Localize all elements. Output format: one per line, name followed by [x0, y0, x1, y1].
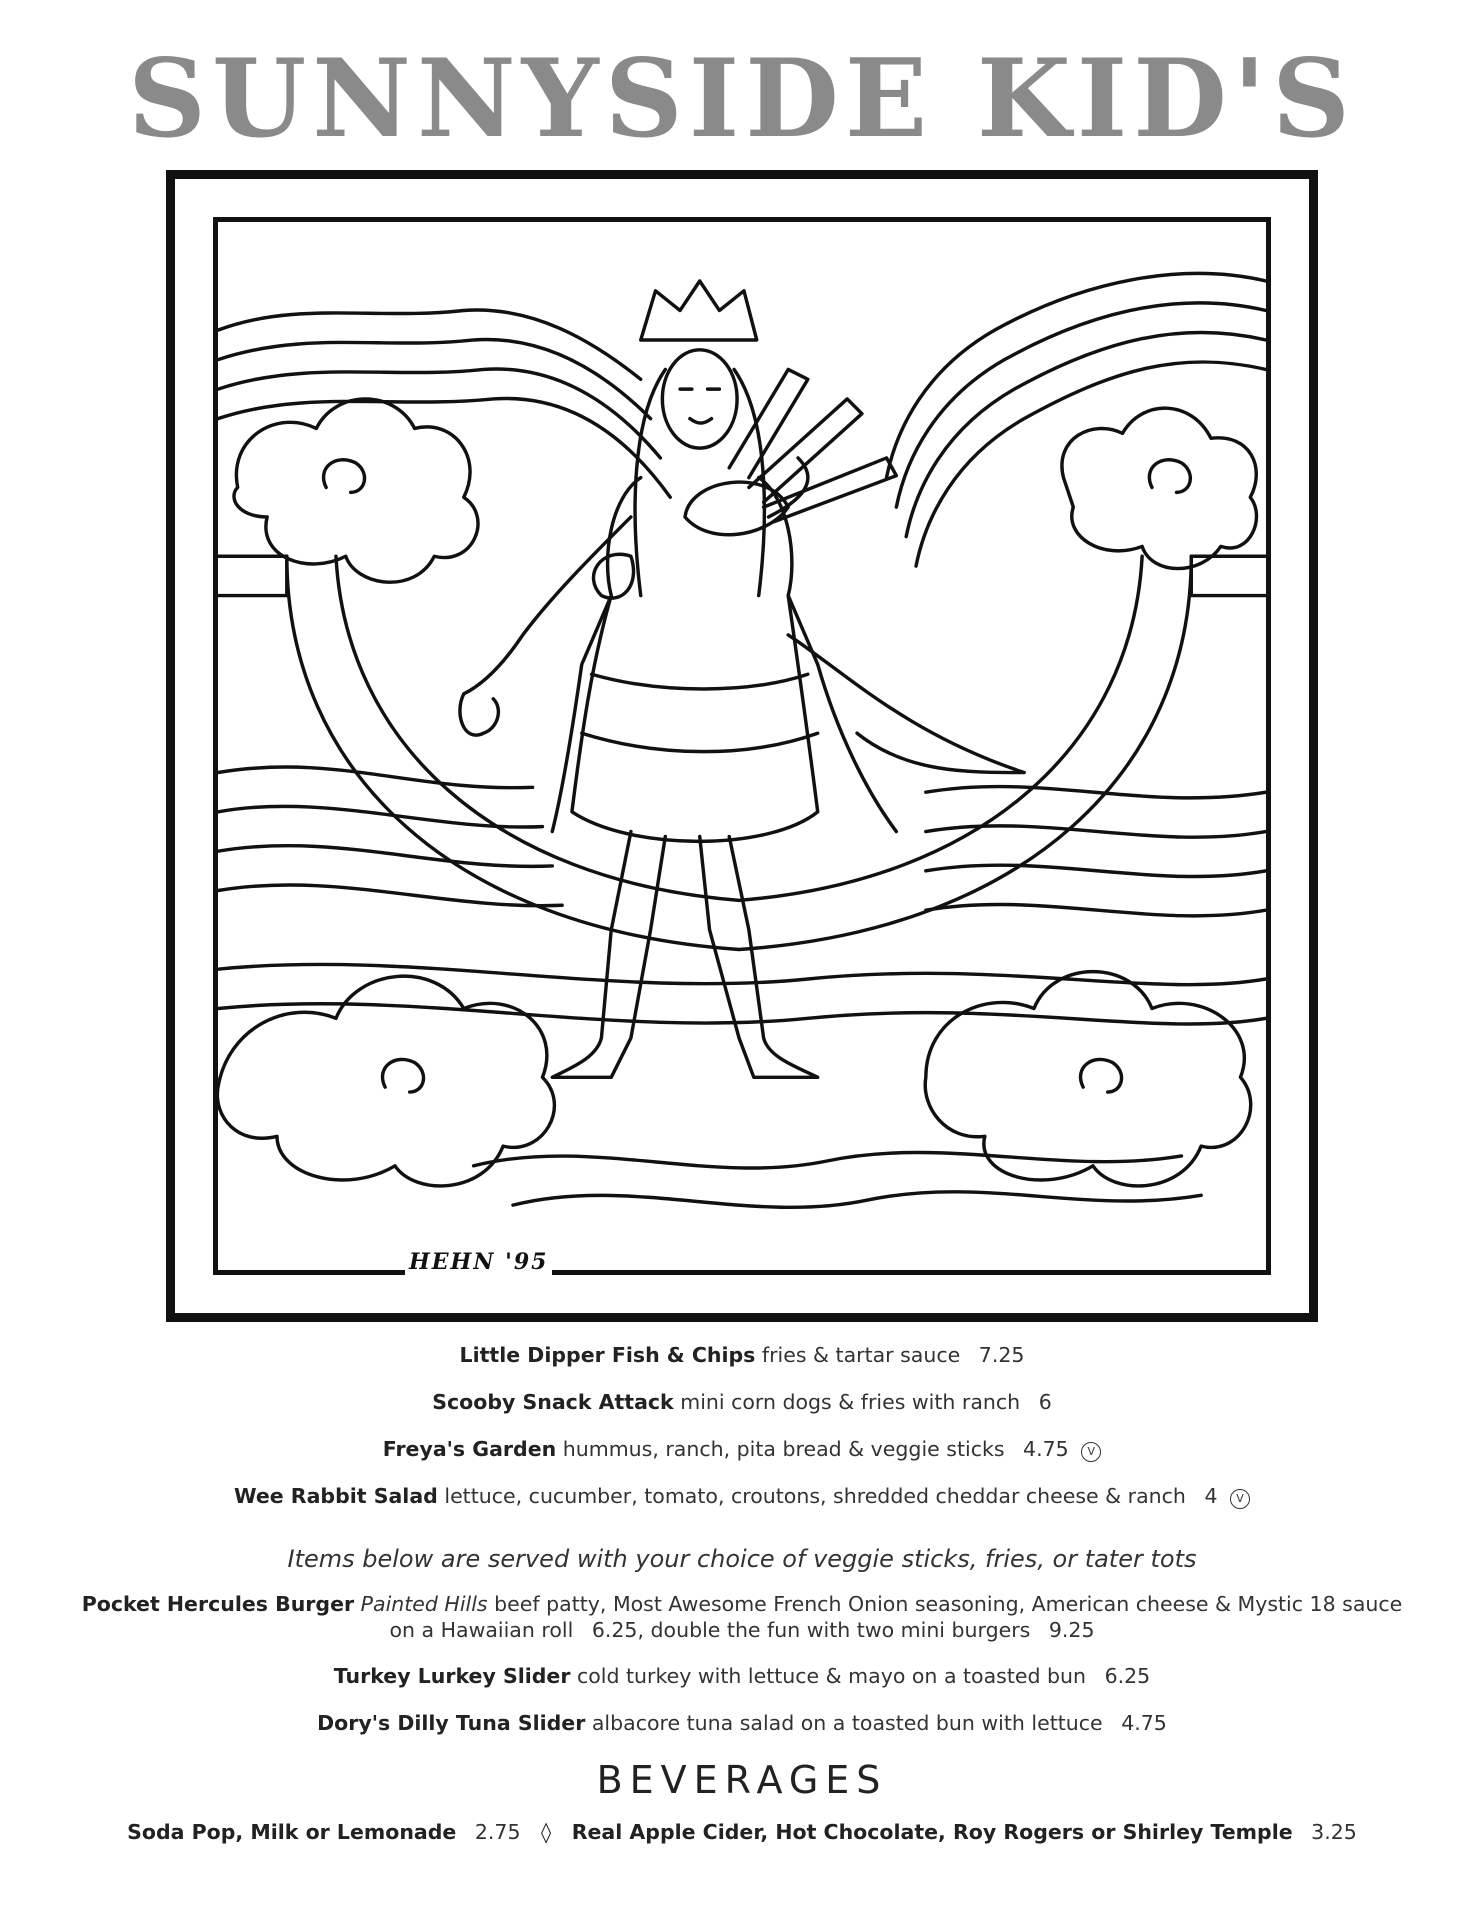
menu-item-continued: on a Hawaiian roll 6.25, double the fun with two mini burgers 9.25 [389, 1618, 1095, 1642]
menu-item: Little Dipper Fish & Chips fries & tartar sauce 7.25 [459, 1343, 1025, 1367]
beverages-heading: BEVERAGES [596, 1758, 888, 1802]
vegetarian-icon: V [1081, 1442, 1101, 1462]
menu-item: Dory's Dilly Tuna Slider albacore tuna salad on a toasted bun with lettuce 4.75 [317, 1711, 1167, 1735]
sides-note: Items below are served with your choice of veggie sticks, fries, or tater tots [287, 1545, 1197, 1573]
menu-item: Pocket Hercules Burger Painted Hills beef patty, Most Awesome French Onion seasoning, American cheese & Mystic 18 sauce [81, 1592, 1403, 1616]
artist-signature: HEHN '95 [405, 1249, 552, 1275]
menu-item: Wee Rabbit Salad lettuce, cucumber, tomato, croutons, shredded cheddar cheese & ranch 4 V [0, 1484, 1484, 1509]
vegetarian-icon: V [1230, 1489, 1250, 1509]
bagpiper-illustration [218, 222, 1266, 1270]
menu-item: Turkey Lurkey Slider cold turkey with lettuce & mayo on a toasted bun 6.25 [333, 1664, 1151, 1688]
illustration [213, 217, 1271, 1275]
beverages-line: Soda Pop, Milk or Lemonade 2.75 ◊ Real Apple Cider, Hot Chocolate, Roy Rogers or Shirley Temple 3.25 [127, 1820, 1357, 1844]
illustration-frame [166, 170, 1318, 1322]
diamond-separator-icon: ◊ [541, 1820, 552, 1844]
menu-item: Freya's Garden hummus, ranch, pita bread & veggie sticks 4.75 V [0, 1437, 1484, 1462]
menu-title: SUNNYSIDE KID'S [128, 36, 1356, 162]
menu-item: Scooby Snack Attack mini corn dogs & fries with ranch 6 [432, 1390, 1052, 1414]
